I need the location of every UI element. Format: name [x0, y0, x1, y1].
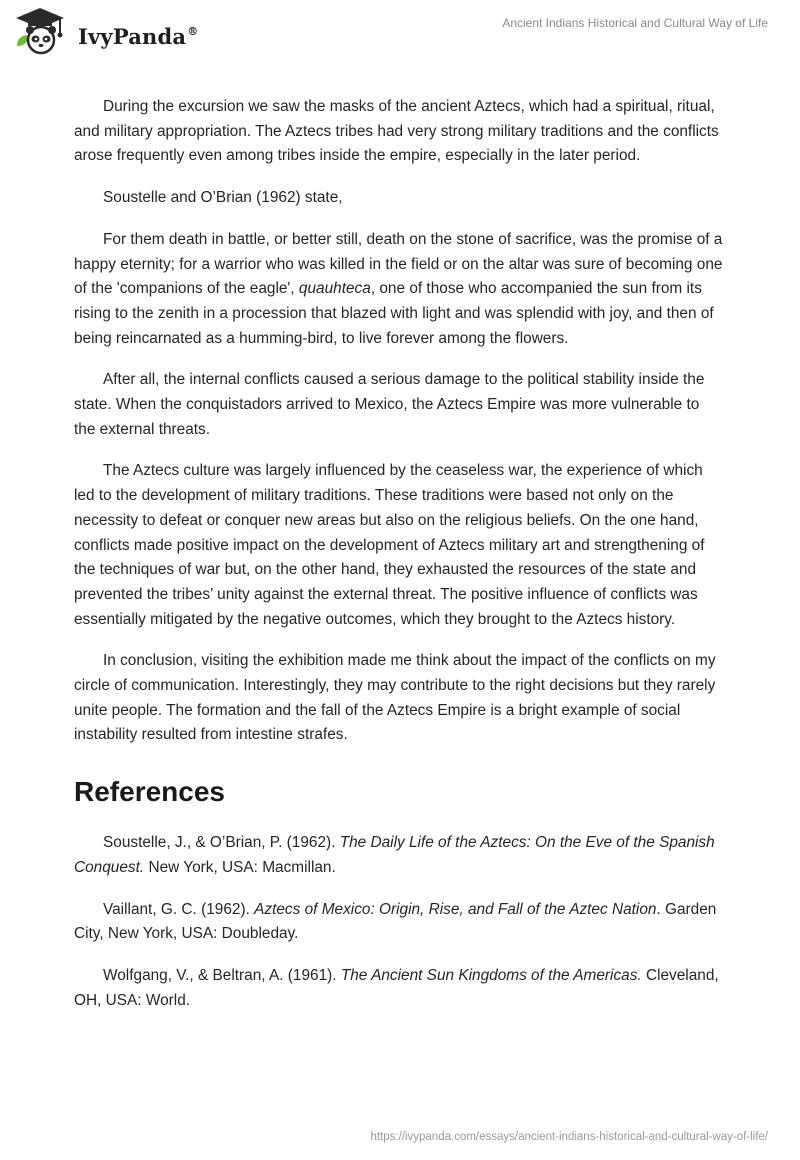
panda-graduate-icon	[14, 6, 66, 56]
reference-title: Aztecs of Mexico: Origin, Rise, and Fall of the Aztec Nation	[254, 900, 657, 918]
page-header	[0, 0, 800, 62]
reference-title: The Daily Life of the Aztecs: On the Eve of the Spanish Conquest.	[74, 834, 715, 876]
reference-item: Soustelle, J., & O’Brian, P. (1962). The Daily Life of the Aztecs: On the Eve of the Spanish Conquest. New York, USA: Macmillan.	[74, 834, 715, 876]
references-heading: References	[74, 776, 225, 808]
body-paragraph: After all, the internal conflicts caused a serious damage to the political stability inside the state. When the conquistadors arrived to Mexico, the Aztecs Empire was more vulnerable to the external threats.	[74, 371, 705, 438]
body-paragraph: During the excursion we saw the masks of the ancient Aztecs, which had a spiritual, ritual, and military appropriation. The Aztecs tribes had very strong military traditions and the conflicts arose frequently even among tribes inside the empire, especially in the later period.	[74, 98, 719, 165]
registered-mark: ®	[187, 25, 199, 38]
source-url-link[interactable]: https://ivypanda.com/essays/ancient-indians-historical-and-cultural-way-of-life/	[370, 1131, 768, 1143]
essay-content	[74, 95, 724, 1030]
quote-emphasis: quauhteca	[298, 280, 371, 298]
body-paragraph: In conclusion, visiting the exhibition made me think about the impact of the conflicts on my circle of communication. Interestingly, they may contribute to the right decisions but they rarely unite people. The formation and the fall of the Aztecs Empire is a bright example of social instability resulted from intestine strafes.	[74, 652, 716, 744]
reference-item: Vaillant, G. C. (1962). Aztecs of Mexico: Origin, Rise, and Fall of the Aztec Nation. Garden City, New York, USA: Doubleday.	[74, 900, 717, 943]
body-paragraph: Soustelle and O’Brian (1962) state,	[103, 189, 343, 207]
reference-title: The Ancient Sun Kingdoms of the Americas.	[340, 966, 642, 984]
block-quote: For them death in battle, or better still, death on the stone of sacrifice, was the promise of a happy eternity; for a warrior who was killed in the field or on the altar was sure of becoming one of the 'companions of the eagle', quauhteca, one of those who accompanied the sun from its rising to the zenith in a procession that blazed with light and was splendid with joy, and then of being reincarnated as a humming-bird, to live forever among the flowers.	[74, 230, 723, 347]
reference-item: Wolfgang, V., & Beltran, A. (1961). The Ancient Sun Kingdoms of the Americas. Cleveland, OH, USA: World.	[74, 966, 719, 1009]
body-paragraph: The Aztecs culture was largely influenced by the ceaseless war, the experience of which led to the development of military traditions. These traditions were based not only on the necessity to defeat or conquer new areas but also on the religious beliefs. On the one hand, conflicts made positive impact on the development of Aztecs military art and strengthening of the techniques of war but, on the other hand, they exhausted the resources of the state and prevented the tribes’ unity against the external threat. The positive influence of conflicts was essentially mitigated by the negative outcomes, which they brought to the Aztecs history.	[74, 462, 705, 628]
document-title: Ancient Indians Historical and Cultural Way of Life	[502, 16, 768, 30]
brand-name: IvyPanda®	[78, 24, 199, 49]
ivypanda-logo[interactable]	[14, 6, 214, 56]
